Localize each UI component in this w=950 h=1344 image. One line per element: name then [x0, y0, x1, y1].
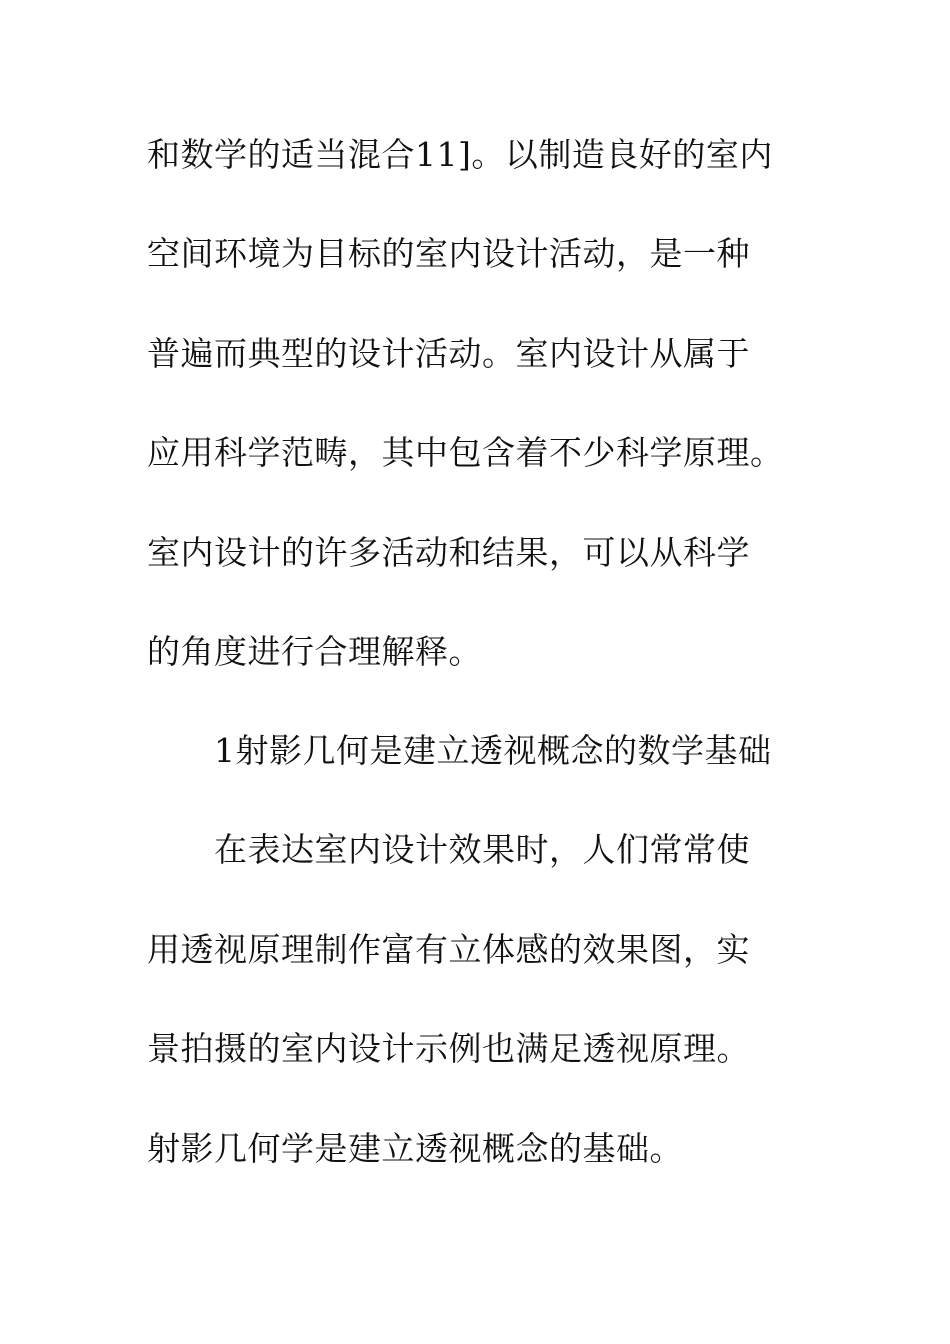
paragraph-line: 的角度进行合理解释。 [147, 632, 482, 671]
paragraph-line: 室内设计的许多活动和结果，可以从科学 [147, 533, 750, 572]
paragraph-line: 普遍而典型的设计活动。室内设计从属于 [147, 334, 750, 373]
paragraph-line: 用透视原理制作富有立体感的效果图，实 [147, 930, 750, 969]
paragraph-line: 和数学的适当混合11]。以制造良好的室内 [147, 135, 773, 174]
paragraph-line: 景拍摄的室内设计示例也满足透视原理。 [147, 1029, 750, 1068]
section-heading: 1射影几何是建立透视概念的数学基础 [214, 731, 772, 770]
paragraph-line: 空间环境为目标的室内设计活动，是一种 [147, 234, 750, 273]
paragraph-line: 应用科学范畴，其中包含着不少科学原理。 [147, 433, 784, 472]
paragraph-line: 在表达室内设计效果时，人们常常使 [214, 830, 750, 869]
paragraph-line: 射影几何学是建立透视概念的基础。 [147, 1129, 683, 1168]
